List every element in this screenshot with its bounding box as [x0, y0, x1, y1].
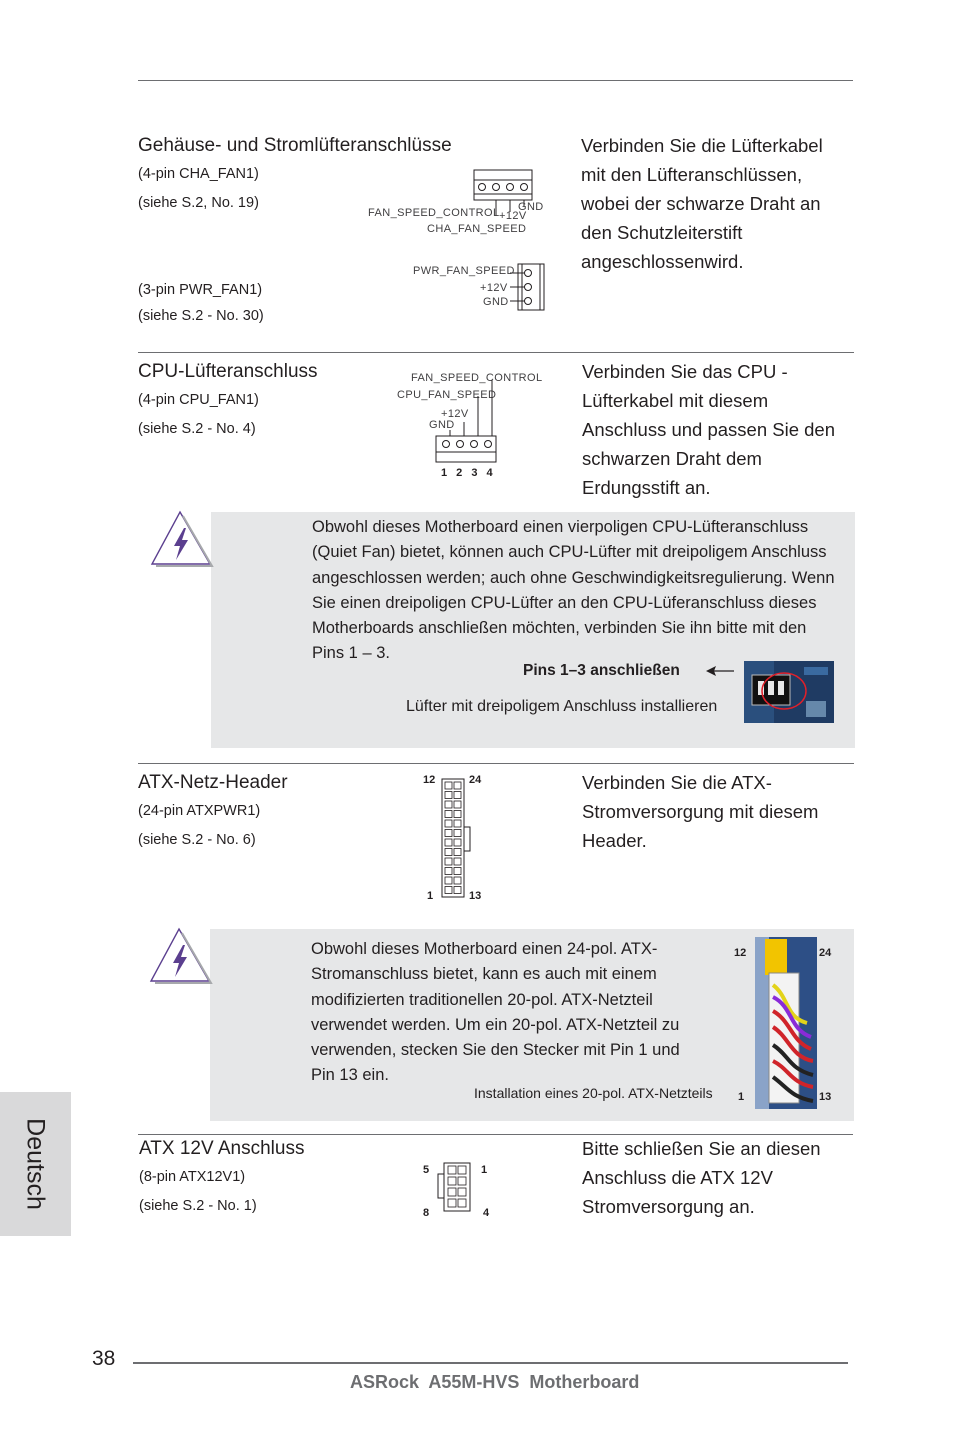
atx-photo-pin-24: 24 [819, 947, 832, 959]
atx12v-title: ATX 12V Anschluss [139, 1138, 305, 1159]
atx12v-sub1: (8-pin ATX12V1) [139, 1169, 246, 1185]
pwr-gnd-label: GND [483, 296, 509, 308]
cpu-pin-numbers: 1 2 3 4 [441, 467, 496, 479]
cpu-speed-label: CPU_FAN_SPEED [397, 389, 497, 401]
pwr-fan-sub1: (3-pin PWR_FAN1) [138, 282, 263, 298]
atx12v-pin-5: 5 [423, 1164, 430, 1176]
arrow-left-icon [706, 665, 736, 677]
atx-power-sub2: (siehe S.2 - No. 6) [138, 832, 256, 848]
page-number: 38 [92, 1347, 116, 1370]
pwr-fan-sub2: (siehe S.2 - No. 30) [138, 308, 264, 324]
atx-power-description: Verbinden Sie die ATX- Stromversorgung mit diesem Header. [582, 772, 819, 851]
cha-control-label: FAN_SPEED_CONTROL [368, 207, 500, 219]
divider-1 [138, 352, 854, 353]
cpu-gnd-label: GND [429, 419, 455, 431]
cha-12v-label: +12V [499, 210, 527, 222]
cpu-fan-description: Verbinden Sie das CPU - Lüfterkabel mit diesem Anschluss und passen Sie den schwarzen Draht dem Erdungsstift an. [582, 361, 836, 498]
atx-power-title: ATX-Netz-Header [138, 772, 288, 793]
cpu-fan-photo [744, 661, 834, 723]
atx12v-pin-4: 4 [483, 1207, 490, 1219]
chassis-fan-title: Gehäuse- und Stromlüfteranschlüsse [138, 135, 452, 156]
atx-pin-1: 1 [427, 890, 434, 902]
cpu-control-label: FAN_SPEED_CONTROL [411, 372, 543, 384]
atx-power-sub1: (24-pin ATXPWR1) [138, 803, 261, 819]
pwr-speed-label: PWR_FAN_SPEED [413, 265, 515, 277]
atx12v-pin-8: 8 [423, 1207, 430, 1219]
note-atx-text: Obwohl dieses Motherboard einen 24-pol. ATX- Stromanschluss bietet, kann es auch mit einem modifizierten traditionellen 20-pol. ATX-Netzteil verwendet werden. Um ein 20-pol. ATX-Netzteil zu verwenden, stecken Sie den Stecker mit Pin 1 und Pin 13 ein. [311, 940, 680, 1085]
cha-gnd-label: GND [518, 201, 544, 213]
cha-speed-label: CHA_FAN_SPEED [427, 223, 527, 235]
pins-1-3-caption: Pins 1–3 anschließen [523, 662, 680, 679]
footer-rule [133, 1362, 848, 1364]
note-cpu-fan-text: Obwohl dieses Motherboard einen vierpoligen CPU-Lüfteranschluss (Quiet Fan) bietet, können auch CPU-Lüfter mit dreipoligem Anschluss angeschlossen werden; auch ohne Geschwindigkeitsregulierung. Wenn Sie einen dreipoligen CPU-Lüfter an den CPU-Lüferanschluss dieses Motherboards anschließen möchten, verbinden Sie ihn bitte mit den Pins 1 – 3. [312, 518, 835, 663]
pwr-12v-label: +12V [480, 282, 508, 294]
atx-photo-pin-13: 13 [819, 1091, 832, 1103]
atx-pin-12: 12 [423, 774, 436, 786]
atx12v-description: Bitte schließen Sie an diesen Anschluss die ATX 12V Stromversorgung an. [582, 1138, 821, 1217]
chassis-fan-description: Verbinden Sie die Lüfterkabel mit den Lüfteranschlüssen, wobei der schwarze Draht an den Schutzleiterstift angeschlossenwird. [581, 135, 823, 272]
language-tab-label: Deutsch [21, 1118, 50, 1210]
cpu-fan-diagram [432, 380, 502, 460]
atx-photo-pin-1: 1 [738, 1091, 745, 1103]
divider-2 [138, 763, 854, 764]
chassis-fan-sub1: (4-pin CHA_FAN1) [138, 166, 259, 182]
atx-20pin-caption: Installation eines 20-pol. ATX-Netzteils [474, 1085, 713, 1101]
atx-24pin-diagram [440, 777, 476, 899]
three-pin-install-caption: Lüfter mit dreipoligem Anschluss installieren [406, 698, 718, 715]
atx12v-8pin-diagram [436, 1162, 476, 1214]
cpu-12v-label: +12V [441, 408, 469, 420]
atx-photo-pin-12: 12 [734, 947, 747, 959]
top-rule [138, 80, 853, 81]
chassis-fan-sub2: (siehe S.2, No. 19) [138, 195, 259, 211]
atx12v-pin-1: 1 [481, 1164, 488, 1176]
warning-icon [149, 927, 211, 985]
atx-pin-13: 13 [469, 890, 482, 902]
cpu-fan-title: CPU-Lüfteranschluss [138, 361, 318, 382]
atx-20pin-photo [755, 937, 817, 1109]
warning-icon [150, 510, 212, 568]
footer-title: ASRock A55M-HVS Motherboard [350, 1372, 640, 1392]
atx-pin-24: 24 [469, 774, 482, 786]
cpu-fan-sub1: (4-pin CPU_FAN1) [138, 392, 259, 408]
cpu-fan-sub2: (siehe S.2 - No. 4) [138, 421, 256, 437]
atx12v-sub2: (siehe S.2 - No. 1) [139, 1198, 257, 1214]
language-side-tab [0, 1092, 71, 1236]
